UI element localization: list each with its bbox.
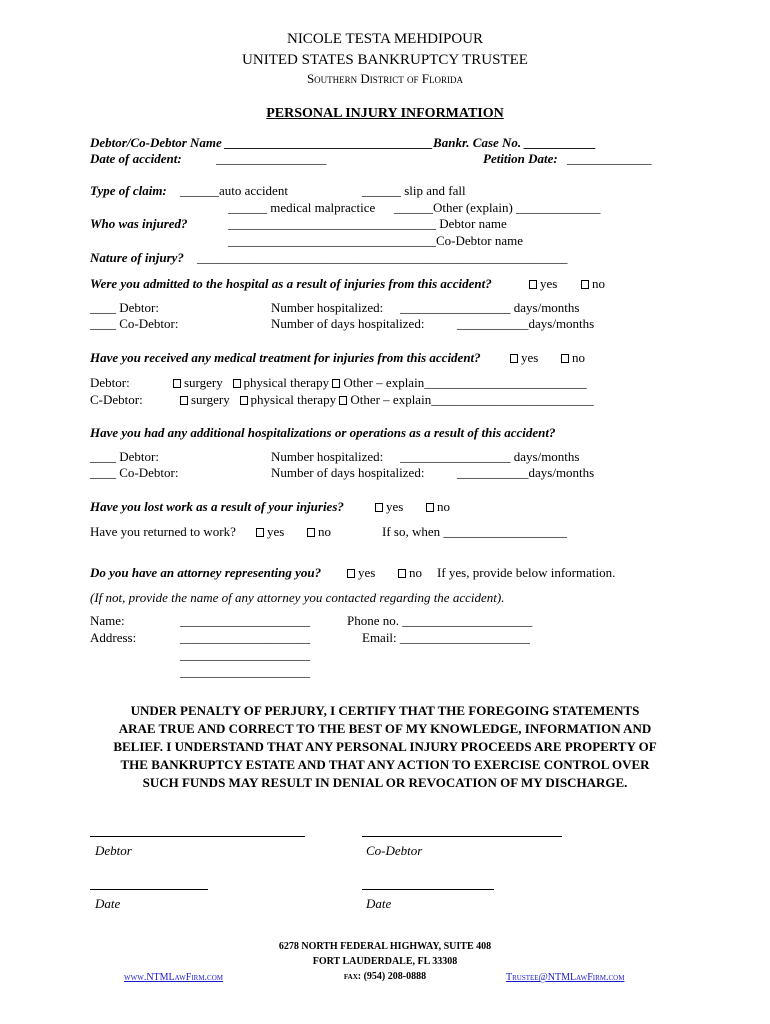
- injured-debtor-field[interactable]: ________________________________ Debtor name: [228, 216, 507, 231]
- injured-codebtor-field[interactable]: ________________________________Co-Debtor name: [228, 233, 524, 248]
- num-days-label-2: Number of days hospitalized:: [271, 465, 425, 480]
- treatment-no[interactable]: [561, 350, 585, 366]
- num-hosp-label-2: Number hospitalized:: [271, 449, 384, 464]
- who-injured-label: Who was injured?: [90, 216, 188, 231]
- q-returned: Have you returned to work?: [90, 524, 236, 539]
- fax-number: (954) 208-0888: [363, 971, 427, 982]
- sig-date-label-2: Date: [366, 896, 392, 911]
- attorney-address-blank-3[interactable]: ____________________: [180, 664, 310, 679]
- checkbox-icon[interactable]: [529, 280, 537, 289]
- footer-address-2: FORT LAUDERDALE, FL 33308: [312, 956, 458, 967]
- checkbox-icon[interactable]: [347, 569, 355, 578]
- lost-work-no[interactable]: [426, 499, 450, 515]
- email-field[interactable]: Email: ____________________: [362, 630, 530, 645]
- case-no-label: Bankr. Case No.: [433, 135, 522, 150]
- certification-line-2: ARAE TRUE AND CORRECT TO THE BEST OF MY KNOWLEDGE, INFORMATION AND: [118, 721, 652, 736]
- hosp2-codebtor[interactable]: ____ Co-Debtor:: [90, 465, 179, 480]
- sig-debtor-label: Debtor: [95, 843, 132, 858]
- lost-work-yes[interactable]: [375, 499, 403, 515]
- debtor-signature-line[interactable]: [90, 836, 305, 837]
- district: Southern District of Florida: [306, 71, 464, 86]
- yes-label: yes: [358, 565, 376, 580]
- treat-codebtor-label: C-Debtor:: [90, 392, 143, 407]
- if-yes-provide: If yes, provide below information.: [437, 565, 616, 580]
- checkbox-icon[interactable]: [233, 379, 241, 388]
- hosp1-debtor[interactable]: ____ Debtor:: [90, 300, 159, 315]
- claim-type-label: Type of claim:: [90, 183, 167, 198]
- no-label: no: [318, 524, 331, 539]
- phone-field[interactable]: Phone no. ____________________: [347, 613, 533, 628]
- certification-line-4: THE BANKRUPTCY ESTATE AND THAT ANY ACTION TO EXERCISE CONTROL OVER: [120, 757, 650, 772]
- address-label: Address:: [90, 630, 137, 645]
- no-label: no: [409, 565, 422, 580]
- checkbox-icon[interactable]: [339, 396, 347, 405]
- if-so-when[interactable]: If so, when ___________________: [382, 524, 567, 539]
- checkbox-icon[interactable]: [332, 379, 340, 388]
- other-explain-field[interactable]: Other – explain_________________________: [350, 392, 594, 407]
- petition-date-label: Petition Date:: [483, 151, 558, 166]
- footer-fax: [0, 970, 770, 984]
- fax-label: fax:: [343, 971, 362, 982]
- case-no-blank[interactable]: ___________: [524, 135, 596, 150]
- attorney-yes[interactable]: [347, 565, 375, 581]
- codebtor-signature-line[interactable]: [362, 836, 562, 837]
- num-days-blank-2[interactable]: ___________days/months: [457, 465, 595, 480]
- q-attorney: Do you have an attorney representing you?: [90, 565, 322, 580]
- no-label: no: [437, 499, 450, 514]
- checkbox-icon[interactable]: [375, 503, 383, 512]
- claim-slip[interactable]: ______ slip and fall: [362, 183, 466, 198]
- yes-label: yes: [521, 350, 539, 365]
- physical-therapy-label: physical therapy: [243, 375, 330, 390]
- num-hosp-blank-2[interactable]: _________________ days/months: [400, 449, 580, 464]
- checkbox-icon[interactable]: [256, 528, 264, 537]
- codebtor-date-line[interactable]: [362, 889, 494, 890]
- num-hosp-blank[interactable]: _________________ days/months: [400, 300, 580, 315]
- num-days-label: Number of days hospitalized:: [271, 316, 425, 331]
- claim-other[interactable]: ______Other (explain) _____________: [394, 200, 601, 215]
- attorney-no[interactable]: [398, 565, 422, 581]
- yes-label: yes: [540, 276, 558, 291]
- certification-line-1: UNDER PENALTY OF PERJURY, I CERTIFY THAT THE FOREGOING STATEMENTS: [130, 703, 640, 718]
- trustee-title: UNITED STATES BANKRUPTCY TRUSTEE: [242, 52, 528, 68]
- petition-date-blank[interactable]: _____________: [567, 151, 652, 166]
- checkbox-icon[interactable]: [307, 528, 315, 537]
- accident-date-label: Date of accident:: [90, 151, 182, 166]
- debtor-date-line[interactable]: [90, 889, 208, 890]
- treat-debtor-label: Debtor:: [90, 375, 130, 390]
- other-explain-field[interactable]: Other – explain_________________________: [343, 375, 587, 390]
- no-label: no: [572, 350, 585, 365]
- attorney-address-blank-2[interactable]: ____________________: [180, 647, 310, 662]
- q-additional: Have you had any additional hospitalizations or operations as a result of this accident?: [90, 425, 556, 440]
- form-title: PERSONAL INJURY INFORMATION: [266, 106, 504, 121]
- checkbox-icon[interactable]: [398, 569, 406, 578]
- treatment-yes[interactable]: [510, 350, 538, 366]
- footer-address-1: 6278 NORTH FEDERAL HIGHWAY, SUITE 408: [278, 941, 492, 952]
- attorney-name-blank[interactable]: ____________________: [180, 613, 310, 628]
- treat-debtor-options: [173, 375, 587, 391]
- hosp1-codebtor[interactable]: ____ Co-Debtor:: [90, 316, 179, 331]
- email-link[interactable]: Trustee@NTMLawFirm.com: [506, 972, 625, 983]
- checkbox-icon[interactable]: [240, 396, 248, 405]
- num-hosp-label: Number hospitalized:: [271, 300, 384, 315]
- no-label: no: [592, 276, 605, 291]
- name-label: Name:: [90, 613, 125, 628]
- hospital-yes[interactable]: [529, 276, 557, 292]
- claim-malpractice[interactable]: ______ medical malpractice: [228, 200, 376, 215]
- sig-codebtor-label: Co-Debtor: [366, 843, 423, 858]
- yes-label: yes: [267, 524, 285, 539]
- checkbox-icon[interactable]: [173, 379, 181, 388]
- returned-no[interactable]: [307, 524, 331, 540]
- q-lost-work: Have you lost work as a result of your injuries?: [90, 499, 344, 514]
- yes-label: yes: [386, 499, 404, 514]
- website-link[interactable]: www.NTMLawFirm.com: [124, 972, 223, 983]
- nature-label: Nature of injury?: [90, 250, 184, 265]
- nature-blank[interactable]: _________________________________________________________: [197, 250, 568, 265]
- debtor-name-blank[interactable]: ________________________________: [225, 135, 434, 150]
- accident-date-blank[interactable]: _________________: [216, 151, 327, 166]
- checkbox-icon[interactable]: [180, 396, 188, 405]
- sig-date-label: Date: [95, 896, 121, 911]
- attorney-address-blank-1[interactable]: ____________________: [180, 630, 310, 645]
- debtor-name-row: [90, 135, 596, 151]
- if-not-note: (If not, provide the name of any attorney you contacted regarding the accident).: [90, 590, 505, 605]
- certification-line-5: SUCH FUNDS MAY RESULT IN DENIAL OR REVOCATION OF MY DISCHARGE.: [142, 775, 628, 790]
- trustee-name: NICOLE TESTA MEHDIPOUR: [286, 31, 484, 47]
- claim-auto[interactable]: ______auto accident: [180, 183, 288, 198]
- checkbox-icon[interactable]: [581, 280, 589, 289]
- certification-line-3: BELIEF. I UNDERSTAND THAT ANY PERSONAL INJURY PROCEEDS ARE PROPERTY OF: [113, 739, 657, 754]
- num-days-blank[interactable]: ___________days/months: [457, 316, 595, 331]
- returned-yes[interactable]: [256, 524, 284, 540]
- hosp2-debtor[interactable]: ____ Debtor:: [90, 449, 159, 464]
- q-hospital: Were you admitted to the hospital as a result of injuries from this accident?: [90, 276, 492, 291]
- hospital-no[interactable]: [581, 276, 605, 292]
- treat-codebtor-options: [180, 392, 594, 408]
- checkbox-icon[interactable]: [510, 354, 518, 363]
- checkbox-icon[interactable]: [426, 503, 434, 512]
- q-treatment: Have you received any medical treatment for injuries from this accident?: [90, 350, 481, 365]
- surgery-label: surgery: [184, 375, 223, 390]
- surgery-label: surgery: [191, 392, 230, 407]
- physical-therapy-label: physical therapy: [250, 392, 337, 407]
- checkbox-icon[interactable]: [561, 354, 569, 363]
- debtor-name-label: Debtor/Co-Debtor Name: [90, 135, 222, 150]
